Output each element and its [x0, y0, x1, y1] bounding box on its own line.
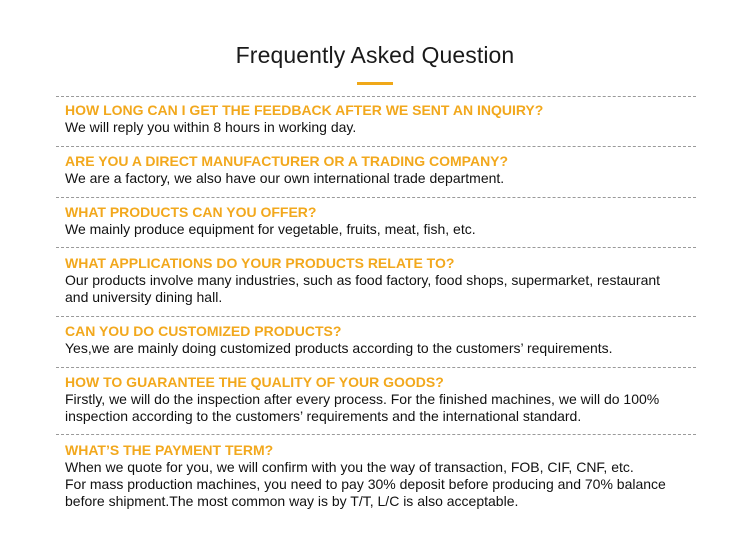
faq-answer [65, 391, 695, 425]
faq-answer [65, 340, 695, 357]
faq-answer-line: For mass production machines, you need to pay 30% deposit before producing and 70% balance [65, 476, 666, 492]
faq-item [65, 255, 695, 306]
faq-item [65, 153, 695, 187]
faq-item [65, 323, 695, 357]
faq-answer [65, 459, 695, 510]
divider [56, 434, 696, 435]
faq-answer-line: We will reply you within 8 hours in working day. [65, 119, 357, 135]
divider [56, 367, 696, 368]
page-title: Frequently Asked Question [235, 42, 515, 68]
faq-answer-line: Yes,we are mainly doing customized products according to the customers’ requirements. [65, 340, 613, 356]
faq-answer-line: Firstly, we will do the inspection after every process. For the finished machines, we will do 100% [65, 391, 660, 407]
divider [56, 247, 696, 248]
faq-question: CAN YOU DO CUSTOMIZED PRODUCTS? [65, 323, 342, 339]
faq-answer-line: before shipment.The most common way is by T/T, L/C is also acceptable. [65, 493, 519, 509]
faq-answer [65, 221, 695, 238]
divider [56, 197, 696, 198]
divider [56, 146, 696, 147]
faq-answer [65, 119, 695, 136]
faq-answer-line: We mainly produce equipment for vegetable, fruits, meat, fish, etc. [65, 221, 476, 237]
faq-answer [65, 272, 695, 306]
faq-question: WHAT APPLICATIONS DO YOUR PRODUCTS RELATE TO? [65, 255, 455, 271]
faq-answer-line: When we quote for you, we will confirm with you the way of transaction, FOB, CIF, CNF, etc. [65, 459, 634, 475]
divider [56, 316, 696, 317]
divider [56, 96, 696, 97]
faq-item [65, 442, 695, 510]
title-underline [357, 82, 393, 85]
faq-question: WHAT PRODUCTS CAN YOU OFFER? [65, 204, 317, 220]
faq-question: HOW LONG CAN I GET THE FEEDBACK AFTER WE SENT AN INQUIRY? [65, 102, 544, 118]
faq-item [65, 204, 695, 238]
faq-answer-line: Our products involve many industries, such as food factory, food shops, supermarket, restaurant [65, 272, 661, 288]
faq-answer-line: inspection according to the customers’ requirements and the international standard. [65, 408, 582, 424]
faq-item [65, 102, 695, 136]
faq-answer-line: We are a factory, we also have our own international trade department. [65, 170, 505, 186]
faq-answer-line: and university dining hall. [65, 289, 223, 305]
faq-answer [65, 170, 695, 187]
faq-question: WHAT’S THE PAYMENT TERM? [65, 442, 274, 458]
faq-question: ARE YOU A DIRECT MANUFACTURER OR A TRADING COMPANY? [65, 153, 509, 169]
faq-item [65, 374, 695, 425]
faq-question: HOW TO GUARANTEE THE QUALITY OF YOUR GOODS? [65, 374, 444, 390]
